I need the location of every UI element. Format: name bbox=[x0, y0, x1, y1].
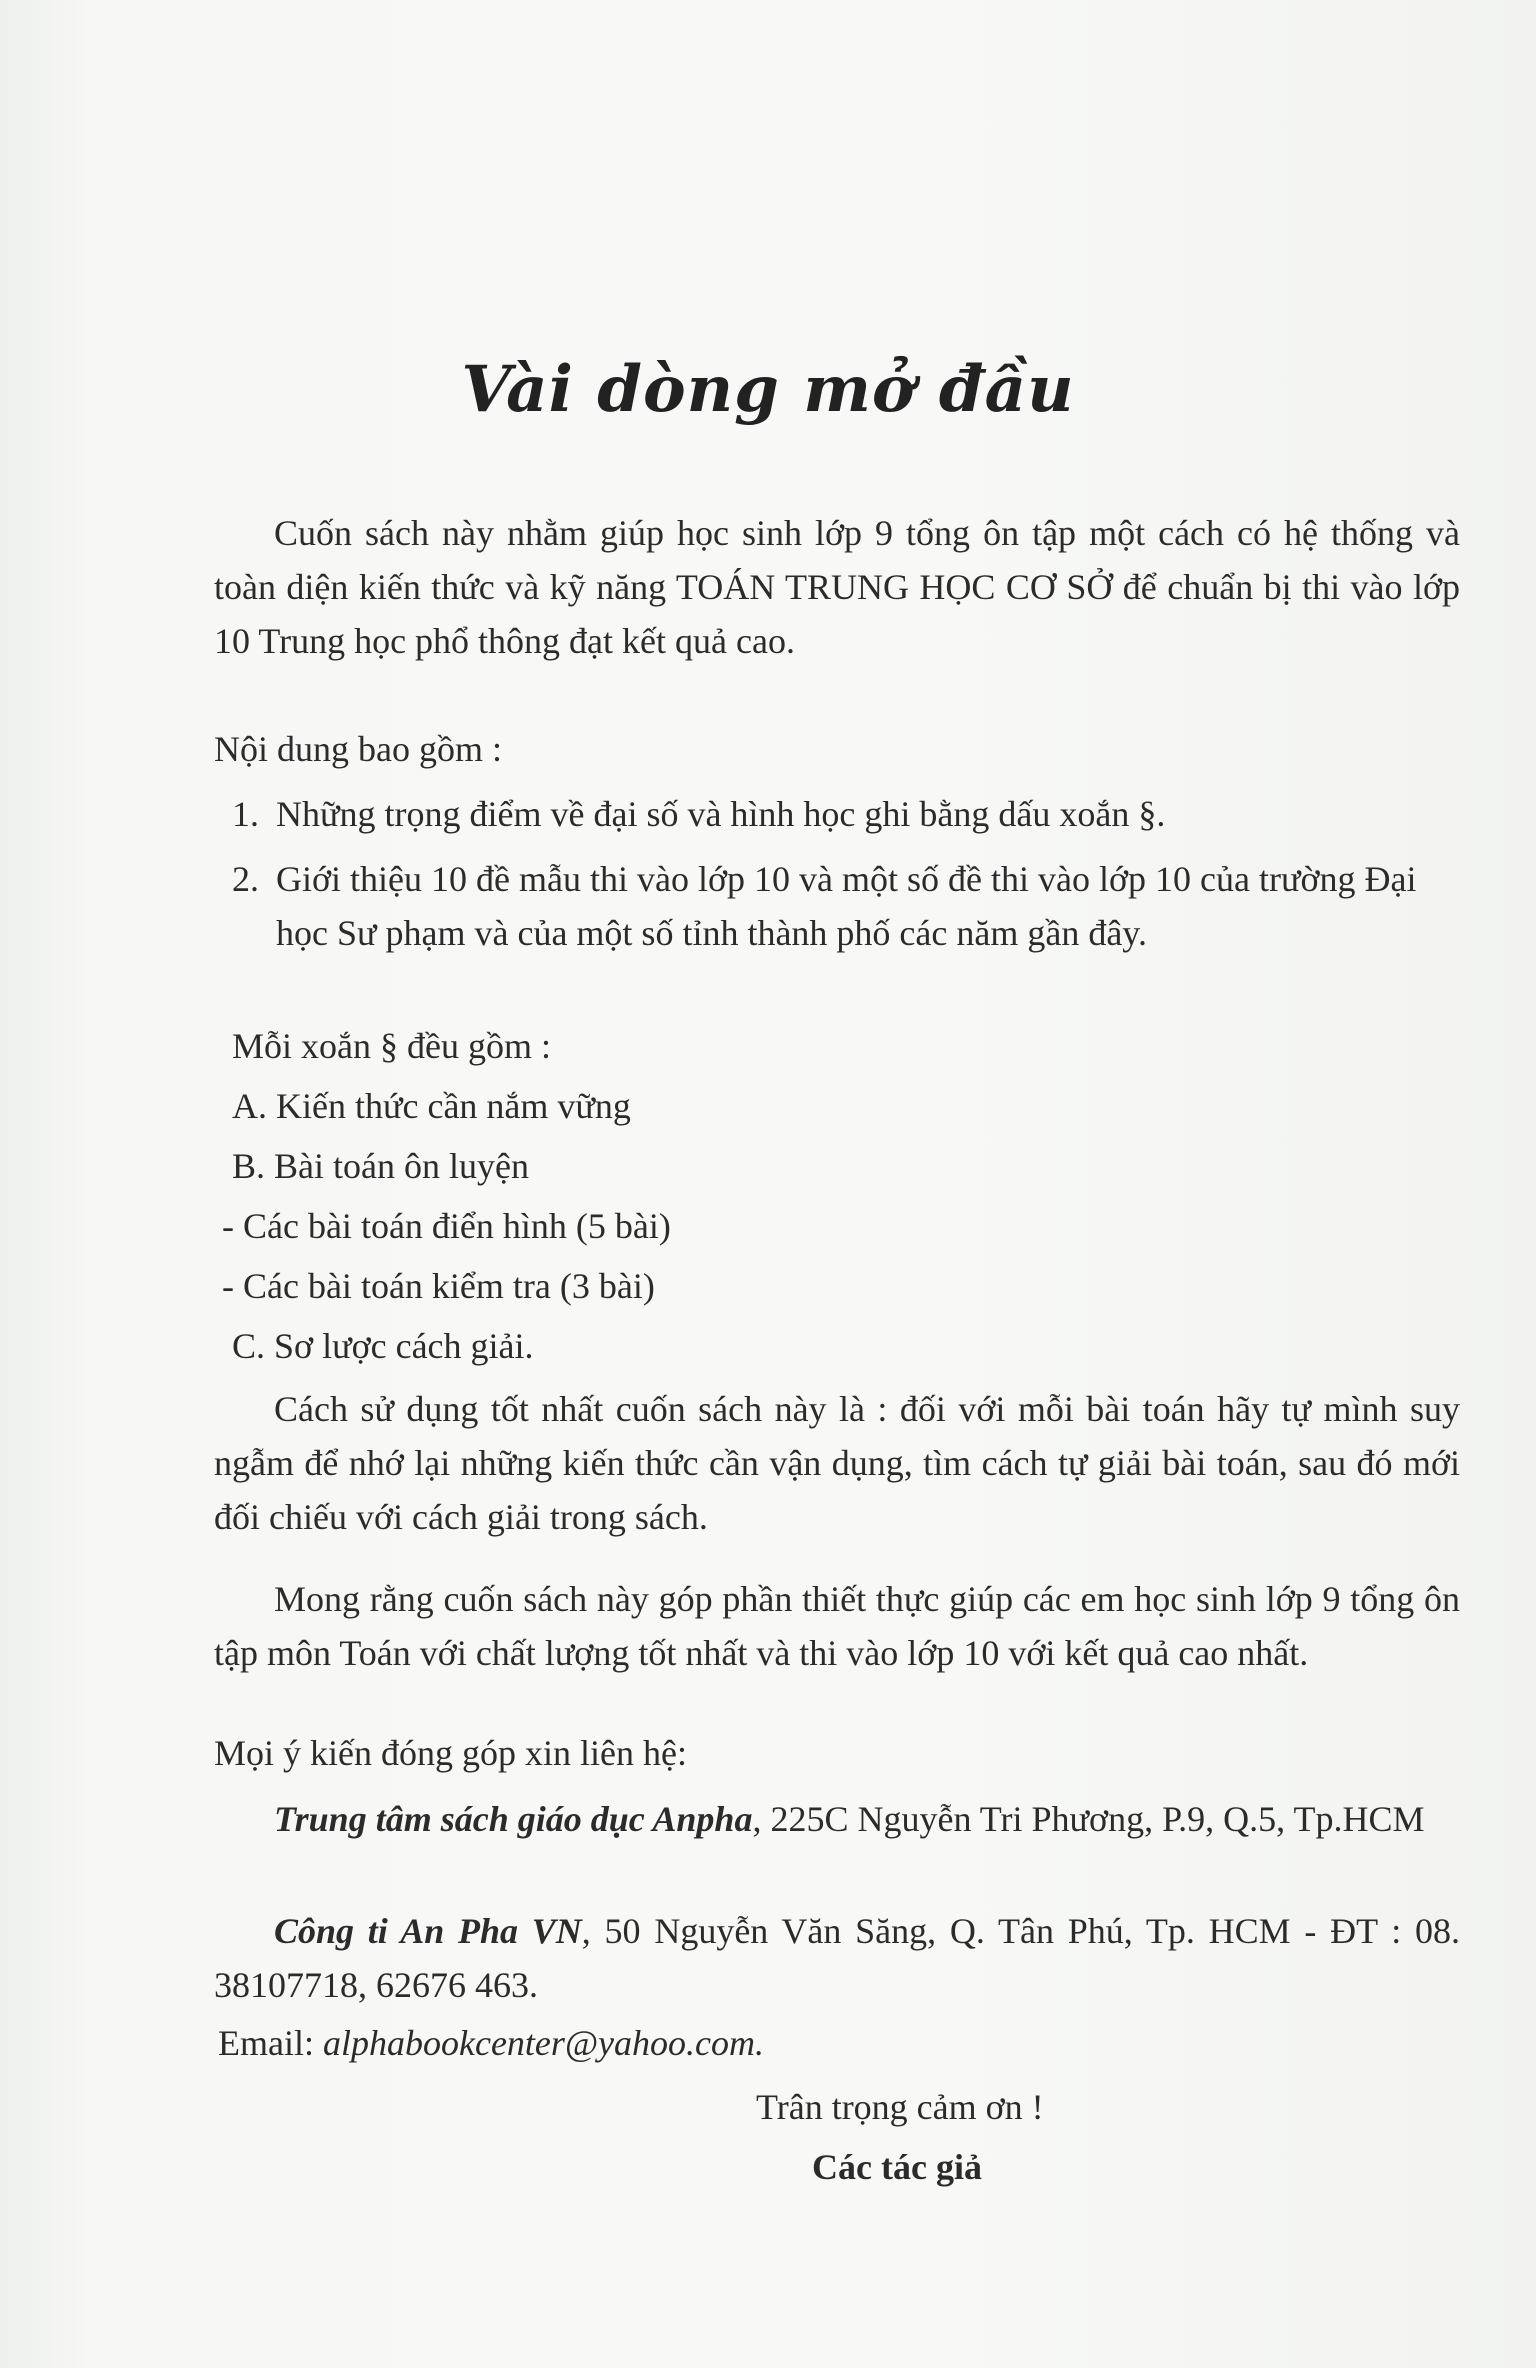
section-item-b2: - Các bài toán kiểm tra (3 bài) bbox=[222, 1266, 655, 1306]
contact-1-name: Trung tâm sách giáo dục Anpha bbox=[274, 1799, 753, 1839]
page-title: Vài dòng mở đầu bbox=[461, 352, 1075, 427]
section-item-a: A. Kiến thức cần nắm vững bbox=[232, 1086, 631, 1126]
content-item-1 bbox=[232, 787, 1462, 841]
section-item-b: B. Bài toán ôn luyện bbox=[232, 1146, 529, 1186]
email-label: Email: bbox=[218, 2023, 323, 2063]
email-address: alphabookcenter@yahoo.com. bbox=[322, 2023, 764, 2063]
contact-2-address: , 50 Nguyễn Văn Săng, Q. Tân Phú, Tp. HCM - ĐT : 08. 38107718, 62676 463. bbox=[214, 1911, 1460, 2005]
contact-1-address: , 225C Nguyễn Tri Phương, P.9, Q.5, Tp.HCM bbox=[752, 1799, 1425, 1839]
contact-2 bbox=[214, 1904, 1460, 2012]
content-heading: Nội dung bao gồm : bbox=[214, 729, 502, 769]
content-item-text: Giới thiệu 10 đề mẫu thi vào lớp 10 và một số đề thi vào lớp 10 của trường Đại học Sư phạm và của một số tỉnh thành phố các năm gần đây. bbox=[276, 859, 1417, 953]
signature: Các tác giả bbox=[812, 2147, 982, 2187]
email-line bbox=[218, 2016, 764, 2070]
usage-paragraph: Cách sử dụng tốt nhất cuốn sách này là : đối với mỗi bài toán hãy tự mình suy ngẫm để nhớ lại những kiến thức cần vận dụng, tìm cách tự giải bài toán, sau đó mới đối chiếu với cách giải trong sách. bbox=[214, 1389, 1460, 1537]
section-item-c: C. Sơ lược cách giải. bbox=[232, 1326, 534, 1366]
intro-paragraph: Cuốn sách này nhằm giúp học sinh lớp 9 tổng ôn tập một cách có hệ thống và toàn diện kiến thức và kỹ năng TOÁN TRUNG HỌC CƠ SỞ để chuẩn bị thi vào lớp 10 Trung học phổ thông đạt kết quả cao. bbox=[214, 513, 1460, 661]
section-item-b1: - Các bài toán điển hình (5 bài) bbox=[222, 1206, 671, 1246]
content-item-number: 2. bbox=[232, 859, 259, 899]
contact-2-name: Công ti An Pha VN bbox=[274, 1911, 582, 1951]
content-item-number: 1. bbox=[232, 794, 259, 834]
content-item-2 bbox=[232, 852, 1462, 960]
hope-paragraph: Mong rằng cuốn sách này góp phần thiết thực giúp các em học sinh lớp 9 tổng ôn tập môn Toán với chất lượng tốt nhất và thi vào lớp 10 với kết quả cao nhất. bbox=[214, 1579, 1460, 1673]
content-item-text: Những trọng điểm về đại số và hình học ghi bằng dấu xoắn §. bbox=[276, 794, 1166, 834]
contact-1 bbox=[214, 1792, 1460, 1846]
contact-heading: Mọi ý kiến đóng góp xin liên hệ: bbox=[214, 1733, 687, 1773]
section-heading: Mỗi xoắn § đều gồm : bbox=[232, 1026, 551, 1066]
thanks-line: Trân trọng cảm ơn ! bbox=[756, 2087, 1044, 2127]
